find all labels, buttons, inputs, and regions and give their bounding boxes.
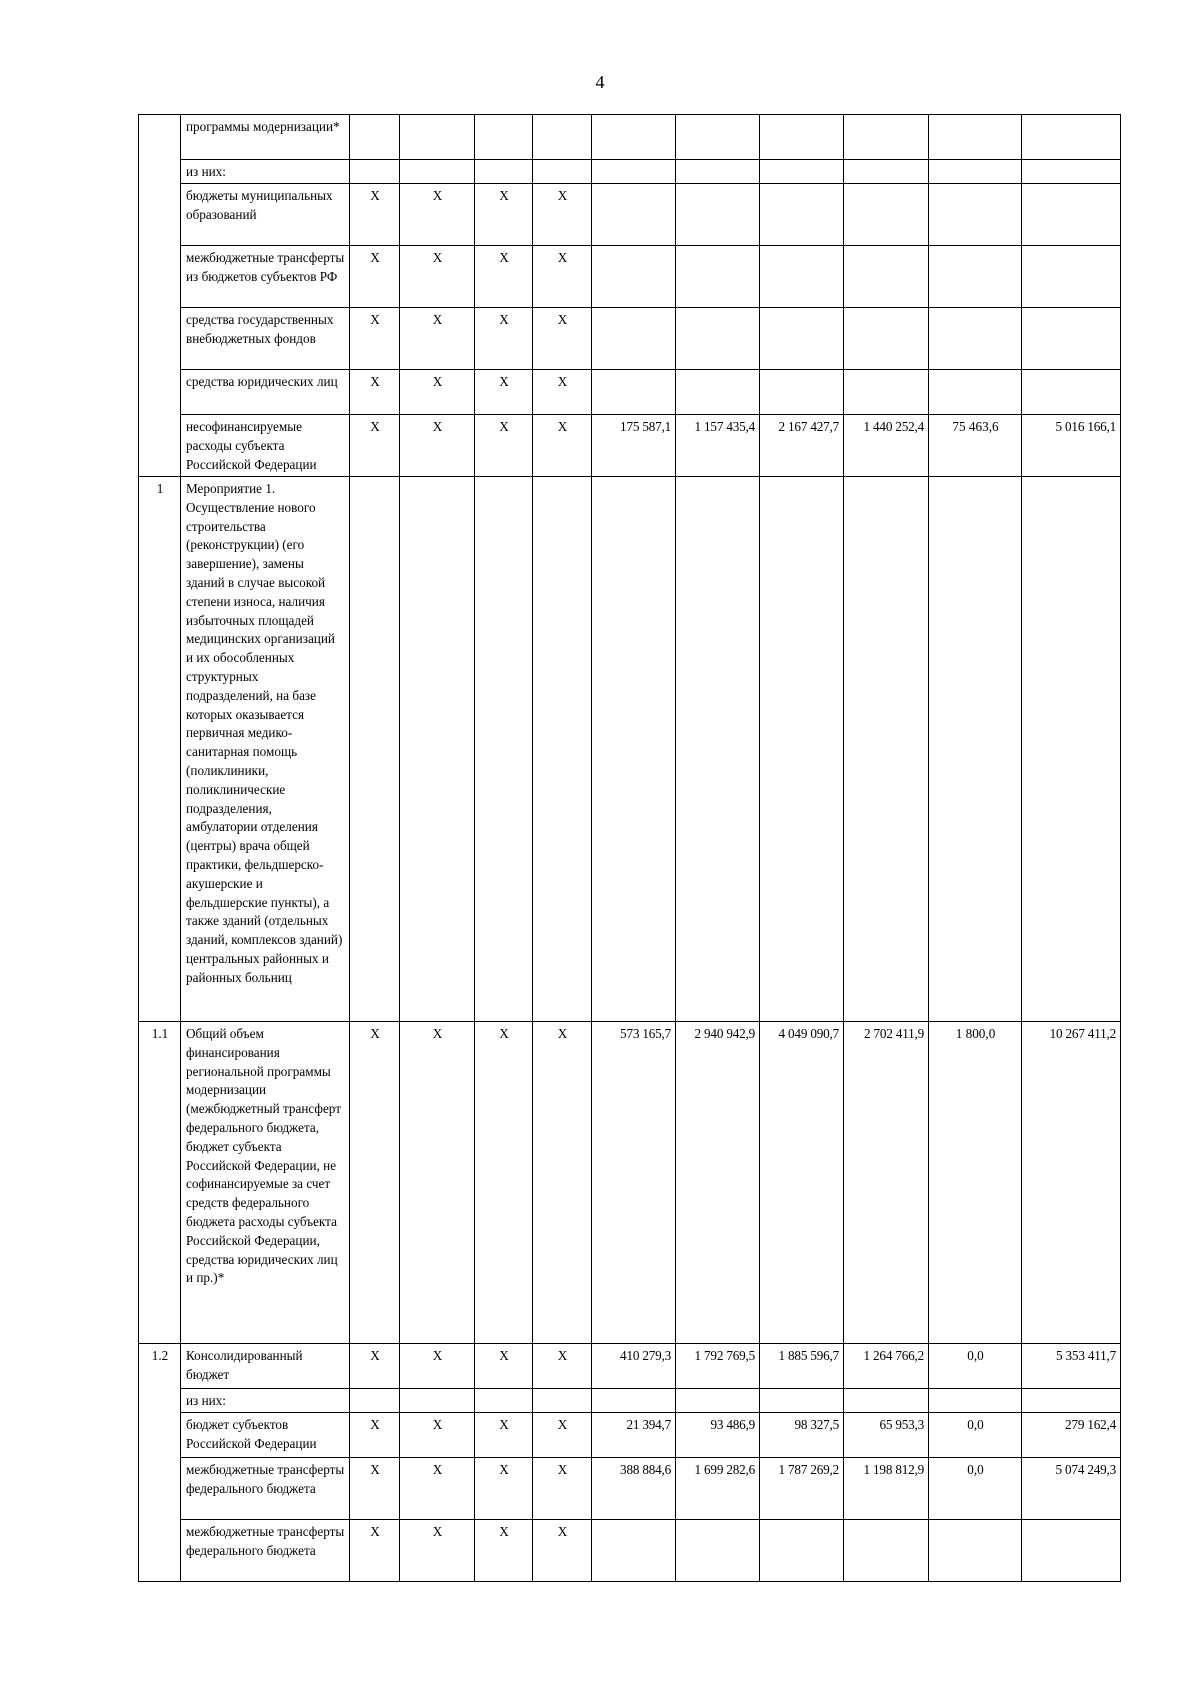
table-cell: 410 279,3 bbox=[592, 1344, 676, 1389]
table-cell: X bbox=[350, 1458, 400, 1520]
table-cell bbox=[475, 160, 533, 184]
row-label: из них: bbox=[181, 1389, 350, 1413]
table-cell: X bbox=[350, 415, 400, 477]
row-label: несофинансируемые расходы субъекта Российской Федерации bbox=[181, 415, 350, 477]
table-cell bbox=[592, 1389, 676, 1413]
table-cell: X bbox=[350, 370, 400, 415]
table-cell: X bbox=[350, 1413, 400, 1458]
table-cell: X bbox=[533, 308, 592, 370]
table-cell: X bbox=[400, 184, 475, 246]
table-cell bbox=[844, 184, 929, 246]
table-cell: X bbox=[475, 415, 533, 477]
table-cell bbox=[760, 160, 844, 184]
table-row bbox=[139, 160, 1121, 184]
table-cell: X bbox=[475, 370, 533, 415]
table-cell bbox=[844, 1389, 929, 1413]
table-cell: X bbox=[350, 184, 400, 246]
table-cell: X bbox=[400, 1344, 475, 1389]
table-cell bbox=[929, 1520, 1022, 1582]
table-cell bbox=[844, 246, 929, 308]
table-cell: 5 353 411,7 bbox=[1022, 1344, 1121, 1389]
table-cell bbox=[760, 1520, 844, 1582]
table-cell: X bbox=[533, 1344, 592, 1389]
table-cell: X bbox=[400, 370, 475, 415]
table-cell: 10 267 411,2 bbox=[1022, 1022, 1121, 1344]
row-label: Консолидированный бюджет bbox=[181, 1344, 350, 1389]
table-cell bbox=[676, 1520, 760, 1582]
table-cell: 1 699 282,6 bbox=[676, 1458, 760, 1520]
row-label: Общий объем финансирования региональной программы модернизации (межбюджетный трансферт федерального бюджета, бюджет субъекта Российской Федерации, не софинансируемые за счет средств федерального бюджета расходы субъекта Российской Федерации, средства юридических лиц и пр.)* bbox=[181, 1022, 350, 1344]
table-cell bbox=[760, 370, 844, 415]
table-cell: X bbox=[533, 415, 592, 477]
table-cell bbox=[592, 160, 676, 184]
table-cell bbox=[676, 370, 760, 415]
table-cell: X bbox=[400, 1022, 475, 1344]
table-cell: X bbox=[475, 184, 533, 246]
table-cell bbox=[760, 184, 844, 246]
table-cell bbox=[929, 160, 1022, 184]
table-row bbox=[139, 1344, 1121, 1389]
table-cell bbox=[1022, 477, 1121, 1022]
table-cell bbox=[592, 477, 676, 1022]
table-cell bbox=[929, 308, 1022, 370]
table-row bbox=[139, 1520, 1121, 1582]
table-cell: 1 157 435,4 bbox=[676, 415, 760, 477]
table-cell: X bbox=[350, 308, 400, 370]
table-cell: X bbox=[533, 1520, 592, 1582]
table-cell bbox=[844, 1520, 929, 1582]
table-cell bbox=[760, 1389, 844, 1413]
row-number: 1 bbox=[139, 477, 181, 1022]
table-cell: 2 940 942,9 bbox=[676, 1022, 760, 1344]
table-cell: 1 440 252,4 bbox=[844, 415, 929, 477]
table-row bbox=[139, 308, 1121, 370]
table-row bbox=[139, 477, 1121, 1022]
table-cell bbox=[533, 1389, 592, 1413]
table-cell: X bbox=[533, 1022, 592, 1344]
table-row bbox=[139, 1458, 1121, 1520]
table-cell: 5 016 166,1 bbox=[1022, 415, 1121, 477]
table-cell: X bbox=[350, 246, 400, 308]
table-cell bbox=[400, 115, 475, 160]
table-cell bbox=[1022, 115, 1121, 160]
table-cell: 75 463,6 bbox=[929, 415, 1022, 477]
table-cell: X bbox=[350, 1344, 400, 1389]
table-cell bbox=[844, 115, 929, 160]
table-cell: 388 884,6 bbox=[592, 1458, 676, 1520]
table-row bbox=[139, 246, 1121, 308]
table-cell bbox=[1022, 184, 1121, 246]
table-cell: 0,0 bbox=[929, 1458, 1022, 1520]
row-label: из них: bbox=[181, 160, 350, 184]
table-cell bbox=[929, 115, 1022, 160]
table-cell bbox=[533, 477, 592, 1022]
table-cell: 93 486,9 bbox=[676, 1413, 760, 1458]
table-cell: X bbox=[400, 1413, 475, 1458]
row-label: средства государственных внебюджетных фондов bbox=[181, 308, 350, 370]
table-row bbox=[139, 370, 1121, 415]
table-cell bbox=[760, 115, 844, 160]
table-cell bbox=[1022, 246, 1121, 308]
table-cell bbox=[350, 160, 400, 184]
table-cell bbox=[1022, 1520, 1121, 1582]
row-number: 1.1 bbox=[139, 1022, 181, 1344]
table-cell bbox=[350, 477, 400, 1022]
table-cell: X bbox=[400, 1458, 475, 1520]
page-number: 4 bbox=[595, 72, 605, 92]
table-cell: X bbox=[533, 184, 592, 246]
table-cell: X bbox=[475, 308, 533, 370]
table-cell: X bbox=[350, 1520, 400, 1582]
table-cell bbox=[533, 160, 592, 184]
table-cell bbox=[1022, 370, 1121, 415]
row-label: средства юридических лиц bbox=[181, 370, 350, 415]
table-row bbox=[139, 1389, 1121, 1413]
table-cell bbox=[1022, 160, 1121, 184]
table-cell bbox=[592, 115, 676, 160]
table-cell bbox=[844, 308, 929, 370]
table-cell bbox=[760, 477, 844, 1022]
row-number bbox=[139, 115, 181, 477]
table-cell: 21 394,7 bbox=[592, 1413, 676, 1458]
table-cell: X bbox=[475, 1413, 533, 1458]
table-cell: 1 800,0 bbox=[929, 1022, 1022, 1344]
table-cell: X bbox=[533, 246, 592, 308]
table-cell: 573 165,7 bbox=[592, 1022, 676, 1344]
table-cell: X bbox=[533, 370, 592, 415]
table-cell: X bbox=[475, 1520, 533, 1582]
table-cell bbox=[350, 1389, 400, 1413]
table-cell bbox=[533, 115, 592, 160]
financing-table bbox=[138, 114, 1121, 1582]
table-cell: 1 787 269,2 bbox=[760, 1458, 844, 1520]
table-cell bbox=[844, 160, 929, 184]
row-label: программы модернизации* bbox=[181, 115, 350, 160]
row-label: бюджеты муниципальных образований bbox=[181, 184, 350, 246]
row-number: 1.2 bbox=[139, 1344, 181, 1582]
table-cell: 1 885 596,7 bbox=[760, 1344, 844, 1389]
table-cell: X bbox=[475, 1344, 533, 1389]
table-cell bbox=[760, 246, 844, 308]
table-cell bbox=[929, 477, 1022, 1022]
table-cell bbox=[676, 246, 760, 308]
table-cell bbox=[929, 246, 1022, 308]
table-cell: X bbox=[400, 1520, 475, 1582]
table-cell bbox=[760, 308, 844, 370]
table-cell: 2 167 427,7 bbox=[760, 415, 844, 477]
table-cell: 2 702 411,9 bbox=[844, 1022, 929, 1344]
table-cell bbox=[592, 246, 676, 308]
table-cell bbox=[929, 184, 1022, 246]
row-label: бюджет субъектов Российской Федерации bbox=[181, 1413, 350, 1458]
row-label: межбюджетные трансферты федерального бюджета bbox=[181, 1458, 350, 1520]
table-cell bbox=[1022, 1389, 1121, 1413]
table-cell bbox=[592, 1520, 676, 1582]
table-row bbox=[139, 1413, 1121, 1458]
table-cell bbox=[1022, 308, 1121, 370]
table-cell: 0,0 bbox=[929, 1413, 1022, 1458]
table-cell: 5 074 249,3 bbox=[1022, 1458, 1121, 1520]
row-label: Мероприятие 1. Осуществление нового строительства (реконструкции) (его завершение), замены зданий в случае высокой степени износа, наличия избыточных площадей медицинских организаций и их обособленных структурных подразделений, на базе которых оказывается первичная медико-санитарная помощь (поликлиники, поликлинические подразделения, амбулатории отделения (центры) врача общей практики, фельдшерско-акушерские и фельдшерские пункты), а также зданий (отдельных зданий, комплексов зданий) центральных районных и районных больниц bbox=[181, 477, 350, 1022]
table-cell: X bbox=[475, 1458, 533, 1520]
table-cell bbox=[676, 115, 760, 160]
table-cell bbox=[400, 1389, 475, 1413]
table-row bbox=[139, 1022, 1121, 1344]
table-cell bbox=[676, 160, 760, 184]
table-cell: X bbox=[475, 246, 533, 308]
table-cell: X bbox=[533, 1413, 592, 1458]
table-cell: 65 953,3 bbox=[844, 1413, 929, 1458]
table-cell: 98 327,5 bbox=[760, 1413, 844, 1458]
table-cell bbox=[475, 115, 533, 160]
table-row bbox=[139, 184, 1121, 246]
table-cell bbox=[350, 115, 400, 160]
table-cell bbox=[929, 1389, 1022, 1413]
table-cell: X bbox=[475, 1022, 533, 1344]
table-cell: 4 049 090,7 bbox=[760, 1022, 844, 1344]
table-cell bbox=[400, 477, 475, 1022]
table-cell bbox=[676, 1389, 760, 1413]
table-cell bbox=[676, 477, 760, 1022]
table-cell bbox=[592, 308, 676, 370]
table-cell: 0,0 bbox=[929, 1344, 1022, 1389]
table-row bbox=[139, 115, 1121, 160]
table-cell: X bbox=[350, 1022, 400, 1344]
table-cell: 1 198 812,9 bbox=[844, 1458, 929, 1520]
table-cell bbox=[676, 308, 760, 370]
table-cell bbox=[844, 477, 929, 1022]
table-cell bbox=[676, 184, 760, 246]
table-cell bbox=[844, 370, 929, 415]
table-cell bbox=[475, 1389, 533, 1413]
table-cell: 175 587,1 bbox=[592, 415, 676, 477]
table-cell bbox=[475, 477, 533, 1022]
table-cell bbox=[592, 370, 676, 415]
table-cell bbox=[929, 370, 1022, 415]
table-cell: 1 792 769,5 bbox=[676, 1344, 760, 1389]
table-cell: X bbox=[400, 415, 475, 477]
table-cell: 1 264 766,2 bbox=[844, 1344, 929, 1389]
table-cell bbox=[400, 160, 475, 184]
table-row bbox=[139, 415, 1121, 477]
table-cell bbox=[592, 184, 676, 246]
row-label: межбюджетные трансферты из бюджетов субъектов РФ bbox=[181, 246, 350, 308]
table-cell: 279 162,4 bbox=[1022, 1413, 1121, 1458]
table-cell: X bbox=[400, 246, 475, 308]
row-label: межбюджетные трансферты федерального бюджета bbox=[181, 1520, 350, 1582]
table-cell: X bbox=[400, 308, 475, 370]
table-cell: X bbox=[533, 1458, 592, 1520]
